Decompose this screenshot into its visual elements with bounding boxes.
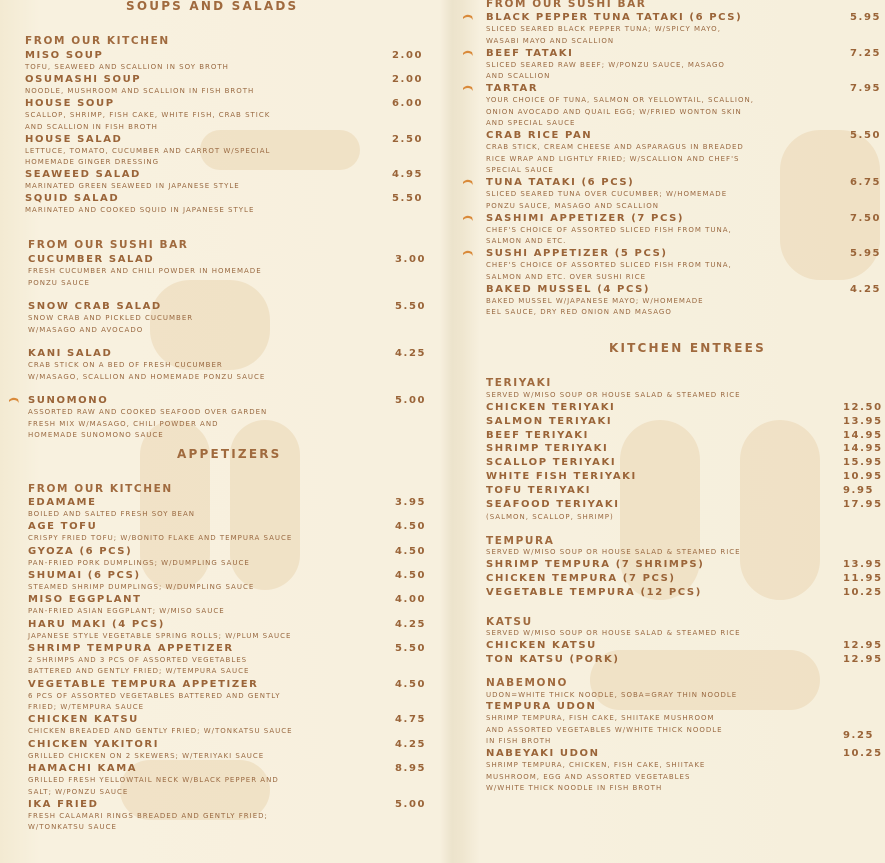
spicy-pepper-icon [462, 214, 474, 224]
menu-item-price: 4.50 [395, 569, 427, 581]
subheader-nabemono: NABEMONO [486, 677, 568, 689]
menu-item-name: HOUSE SOUP [25, 98, 115, 109]
menu-item-price: 12.95 [843, 654, 883, 665]
spicy-pepper-icon [462, 178, 474, 188]
menu-item-price: 5.00 [395, 798, 427, 810]
menu-item-name: CHICKEN TERIYAKI [486, 402, 616, 413]
menu-item-desc: SLICED SEARED RAW BEEF; W/PONZU SAUCE, MASAGO AND SCALLION [486, 60, 725, 80]
menu-item-price: 10.95 [843, 471, 883, 482]
menu-item-name: CUCUMBER SALAD [28, 254, 155, 265]
menu-item-price: 5.00 [395, 395, 427, 406]
section-header-entrees: KITCHEN ENTREES [609, 341, 766, 355]
menu-item-name: TEMPURA UDON [486, 701, 597, 712]
menu-item-price: 4.50 [395, 545, 427, 557]
menu-item-price: 10.25 [843, 587, 883, 598]
menu-item-price: 5.50 [395, 301, 427, 312]
menu-item-name: IKA FRIED [28, 798, 99, 810]
menu-item-name: TON KATSU (PORK) [486, 654, 620, 665]
menu-item-name: MISO EGGPLANT [28, 594, 142, 606]
menu-item-desc: TOFU, SEAWEED AND SCALLION IN SOY BROTH [25, 63, 229, 71]
section-header-soups: SOUPS AND SALADS [126, 0, 299, 13]
menu-item-name: BEEF TATAKI [486, 47, 574, 59]
menu-item-name: HAMACHI KAMA [28, 763, 138, 774]
menu-item-desc: PAN-FRIED PORK DUMPLINGS; W/DUMPLING SAUCE [28, 558, 250, 567]
menu-item-price: 3.00 [395, 254, 427, 265]
menu-item-price: 14.95 [843, 443, 883, 455]
menu-item-price: 2.00 [392, 50, 424, 61]
menu-item-desc: SLICED SEARED TUNA OVER CUCUMBER; W/HOMEMADE PONZU SAUCE, MASAGO AND SCALLION [486, 190, 728, 210]
menu-item-name: OSUMASHI SOUP [25, 74, 142, 85]
menu-item-price: 4.25 [850, 283, 882, 295]
category-desc: SERVED W/MISO SOUP OR HOUSE SALAD & STEAMED RICE [486, 548, 741, 556]
menu-item-price: 15.95 [843, 457, 883, 469]
menu-item-price: 4.75 [395, 714, 427, 726]
menu-item-desc: MARINATED AND COOKED SQUID IN JAPANESE STYLE [25, 206, 255, 214]
menu-item-price: 4.25 [395, 348, 427, 359]
menu-item-price: 5.95 [850, 12, 882, 23]
menu-item-price: 12.95 [843, 640, 883, 651]
menu-item-name: BEEF TERIYAKI [486, 429, 589, 441]
menu-item-desc: YOUR CHOICE OF TUNA, SALMON OR YELLOWTAIL, SCALLION, ONION AVOCADO AND QUAIL EGG; W/FRIED WONTON SKIN AND SPECIAL SAUCE [486, 96, 754, 127]
menu-item-name: TOFU TERIYAKI [486, 484, 592, 496]
menu-item-name: CHICKEN KATSU [486, 640, 597, 651]
menu-item-name: CHICKEN YAKITORI [28, 738, 160, 750]
watermark-stroke [740, 420, 820, 600]
menu-item-name: SUSHI APPETIZER (5 PCS) [486, 248, 668, 259]
menu-item-price: 10.25 [843, 748, 883, 759]
menu-item-price: 7.25 [850, 47, 882, 59]
menu-item-desc: SLICED SEARED BLACK PEPPER TUNA; W/SPICY MAYO, WASABI MAYO AND SCALLION [486, 25, 721, 45]
spicy-pepper-icon [462, 49, 474, 59]
menu-item-price: 14.95 [843, 429, 883, 441]
menu-item-desc: JAPANESE STYLE VEGETABLE SPRING ROLLS; W/PLUM SAUCE [28, 631, 292, 640]
menu-item-name: CRAB RICE PAN [486, 130, 593, 141]
category-desc: UDON=WHITE THICK NOODLE, SOBA=GRAY THIN NOODLE [486, 691, 738, 699]
menu-item-desc: CHEF'S CHOICE OF ASSORTED SLICED FISH FROM TUNA, SALMON AND ETC. [486, 225, 732, 245]
menu-item-price: 5.50 [395, 642, 427, 654]
menu-item-name: HARU MAKI (4 PCS) [28, 618, 165, 630]
menu-item-name: SHUMAI (6 PCS) [28, 569, 141, 581]
subheader-sushi-bar: FROM OUR SUSHI BAR [28, 239, 189, 251]
menu-item-desc: GRILLED CHICKEN ON 2 SKEWERS; W/TERIYAKI SAUCE [28, 751, 265, 760]
menu-item-desc: NOODLE, MUSHROOM AND SCALLION IN FISH BROTH [25, 87, 255, 95]
menu-item-name: NABEYAKI UDON [486, 748, 600, 759]
menu-item-price: 9.95 [843, 484, 875, 496]
menu-item-name: SUNOMONO [28, 395, 109, 406]
menu-item-desc: 2 SHRIMPS AND 3 PCS OF ASSORTED VEGETABLES BATTERED AND GENTLY FRIED; W/TEMPURA SAUCE [28, 655, 250, 676]
menu-item-desc: CHICKEN BREADED AND GENTLY FRIED; W/TONKATSU SAUCE [28, 727, 293, 736]
menu-item-desc: GRILLED FRESH YELLOWTAIL NECK W/BLACK PEPPER AND SALT; W/PONZU SAUCE [28, 776, 279, 796]
category-desc: SERVED W/MISO SOUP OR HOUSE SALAD & STEAMED RICE [486, 391, 741, 399]
subheader-kitchen: FROM OUR KITCHEN [28, 483, 173, 495]
subheader-sushi-bar: FROM OUR SUSHI BAR [486, 0, 647, 10]
menu-item-name: SCALLOP TERIYAKI [486, 457, 617, 469]
menu-item-price: 13.95 [843, 559, 883, 570]
menu-item-name: SHRIMP TEMPURA APPETIZER [28, 642, 234, 654]
menu-item-desc: BOILED AND SALTED FRESH SOY BEAN [28, 510, 196, 518]
menu-item-name: VEGETABLE TEMPURA APPETIZER [28, 678, 259, 690]
menu-item-name: VEGETABLE TEMPURA (12 PCS) [486, 587, 702, 598]
menu-item-price: 13.95 [843, 415, 883, 427]
menu-item-desc: SHRIMP TEMPURA, FISH CAKE, SHIITAKE MUSHROOM AND ASSORTED VEGETABLES W/WHITE THICK NOODLE IN FISH BROTH [486, 714, 723, 745]
menu-item-desc: STEAMED SHRIMP DUMPLINGS; W/DUMPLING SAUCE [28, 582, 255, 591]
menu-item-price: 4.25 [395, 738, 427, 750]
menu-item-name: SEAWEED SALAD [25, 169, 141, 180]
menu-item-price: 8.95 [395, 763, 427, 774]
spicy-pepper-icon [462, 84, 474, 94]
menu-item-desc: 6 PCS OF ASSORTED VEGETABLES BATTERED AND GENTLY FRIED; W/TEMPURA SAUCE [28, 691, 281, 712]
spicy-pepper-icon [462, 249, 474, 259]
menu-item-name: SEAFOOD TERIYAKI [486, 498, 620, 510]
menu-item-name: SQUID SALAD [25, 193, 120, 204]
menu-item-desc: CRAB STICK ON A BED OF FRESH CUCUMBER W/MASAGO, SCALLION AND HOMEMADE PONZU SAUCE [28, 361, 266, 381]
menu-item-price: 6.75 [850, 177, 882, 188]
menu-item-name: WHITE FISH TERIYAKI [486, 471, 637, 482]
menu-item-name: TUNA TATAKI (6 PCS) [486, 177, 635, 188]
category-desc: SERVED W/MISO SOUP OR HOUSE SALAD & STEAMED RICE [486, 629, 741, 637]
subheader-kitchen: FROM OUR KITCHEN [25, 35, 170, 47]
menu-item-desc: BAKED MUSSEL W/JAPANESE MAYO; W/HOMEMADE EEL SAUCE, DRY RED ONION AND MASAGO [486, 296, 704, 316]
menu-item-name: CHICKEN TEMPURA (7 PCS) [486, 573, 676, 584]
menu-item-desc: ASSORTED RAW AND COOKED SEAFOOD OVER GARDEN FRESH MIX W/MASAGO, CHILI POWDER AND HOMEMADE SUNOMONO SAUCE [28, 408, 268, 439]
menu-item-name: SASHIMI APPETIZER (7 PCS) [486, 212, 685, 224]
menu-item-price: 4.50 [395, 678, 427, 690]
menu-item-name: TARTAR [486, 83, 539, 94]
subheader-teriyaki: TERIYAKI [486, 377, 552, 389]
menu-item-name: KANI SALAD [28, 348, 113, 359]
menu-item-name: SNOW CRAB SALAD [28, 301, 162, 312]
menu-item-desc: CRAB STICK, CREAM CHEESE AND ASPARAGUS IN BREADED RICE WRAP AND LIGHTLY FRIED; W/SCALLION AND CHEF'S SPECIAL SAUCE [486, 143, 744, 174]
menu-item-desc: SNOW CRAB AND PICKLED CUCUMBER W/MASAGO AND AVOCADO [28, 314, 194, 334]
subheader-tempura: TEMPURA [486, 535, 555, 547]
menu-item-price: 17.95 [843, 498, 883, 510]
menu-item-price: 5.95 [850, 248, 882, 259]
menu-item-name: SALMON TERIYAKI [486, 415, 613, 427]
menu-item-price: 11.95 [843, 573, 883, 584]
section-header-appetizers: APPETIZERS [177, 447, 282, 461]
menu-item-desc: MARINATED GREEN SEAWEED IN JAPANESE STYLE [25, 182, 240, 190]
menu-item-desc: CHEF'S CHOICE OF ASSORTED SLICED FISH FROM TUNA, SALMON AND ETC. OVER SUSHI RICE [486, 261, 732, 281]
menu-item-desc: FRESH CALAMARI RINGS BREADED AND GENTLY FRIED; W/TONKATSU SAUCE [28, 811, 268, 832]
menu-item-desc: (SALMON, SCALLOP, SHRIMP) [486, 513, 614, 521]
menu-item-name: SHRIMP TERIYAKI [486, 443, 609, 455]
menu-item-price: 12.50 [843, 402, 883, 413]
menu-item-desc: CRISPY FRIED TOFU; W/BONITO FLAKE AND TEMPURA SAUCE [28, 534, 293, 543]
menu-item-price: 5.50 [392, 193, 424, 204]
menu-item-price: 4.25 [395, 618, 427, 630]
menu-item-desc: LETTUCE, TOMATO, CUCUMBER AND CARROT W/SPECIAL HOMEMADE GINGER DRESSING [25, 146, 271, 166]
menu-item-price: 7.95 [850, 83, 882, 94]
menu-item-price: 3.95 [395, 497, 427, 508]
menu-item-desc: PAN-FRIED ASIAN EGGPLANT; W/MISO SAUCE [28, 607, 225, 616]
menu-item-price: 4.00 [395, 594, 427, 606]
menu-item-desc: SCALLOP, SHRIMP, FISH CAKE, WHITE FISH, CRAB STICK AND SCALLION IN FISH BROTH [25, 111, 271, 131]
menu-item-name: BAKED MUSSEL (4 PCS) [486, 283, 651, 295]
spicy-pepper-icon [8, 396, 20, 406]
menu-item-name: HOUSE SALAD [25, 133, 123, 145]
menu-item-price: 2.00 [392, 74, 424, 85]
menu-item-name: EDAMAME [28, 497, 97, 508]
menu-item-name: BLACK PEPPER TUNA TATAKI (6 PCS) [486, 12, 743, 23]
menu-item-desc: FRESH CUCUMBER AND CHILI POWDER IN HOMEMADE PONZU SAUCE [28, 267, 262, 287]
menu-item-name: SHRIMP TEMPURA (7 SHRIMPS) [486, 559, 705, 570]
spicy-pepper-icon [462, 13, 474, 23]
menu-item-price: 6.00 [392, 98, 424, 109]
menu-item-name: MISO SOUP [25, 50, 104, 61]
menu-item-name: CHICKEN KATSU [28, 714, 139, 726]
menu-item-price: 7.50 [850, 212, 882, 224]
menu-item-price: 9.25 [843, 730, 875, 741]
menu-item-price: 2.50 [392, 133, 424, 145]
menu-item-price: 5.50 [850, 130, 882, 141]
menu-item-price: 4.50 [395, 521, 427, 533]
menu-item-desc: SHRIMP TEMPURA, CHICKEN, FISH CAKE, SHIITAKE MUSHROOM, EGG AND ASSORTED VEGETABLES W/WHITE THICK NOODLE IN FISH BROTH [486, 761, 706, 792]
subheader-katsu: KATSU [486, 616, 533, 628]
menu-item-name: AGE TOFU [28, 521, 98, 533]
menu-item-name: GYOZA (6 PCS) [28, 545, 133, 557]
menu-item-price: 4.95 [392, 169, 424, 180]
